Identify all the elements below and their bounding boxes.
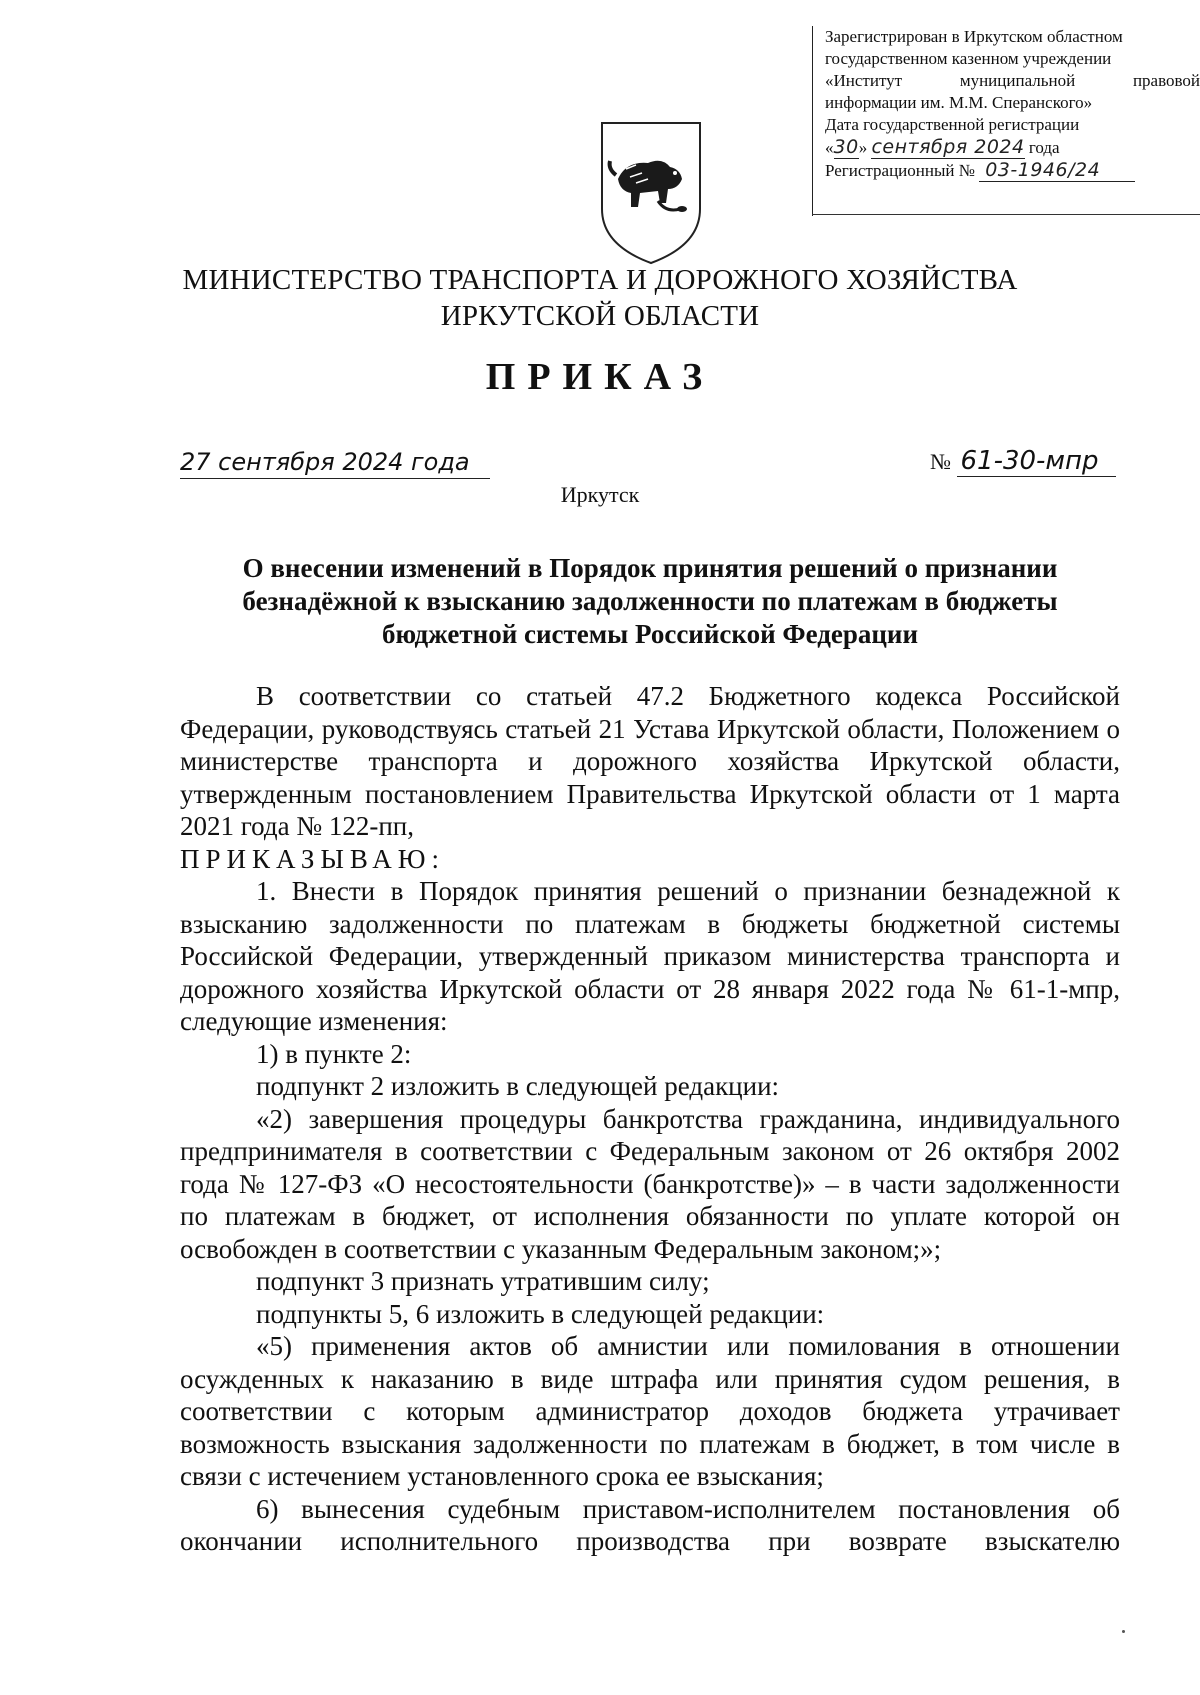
sub-item-1: 1) в пункте 2: bbox=[256, 1038, 412, 1069]
order-number-label: № bbox=[930, 449, 951, 474]
sub-item-1b: подпункт 3 признать утратившим силу; bbox=[256, 1266, 710, 1296]
stamp-date-mid: » bbox=[858, 138, 868, 157]
preamble-paragraph: В соответствии со статьей 47.2 Бюджетного кодекса Российской Федерации, руководствуясь статьей 21 Устава Иркутской области, Положением о министерстве транспорта и дорожного хозяйства Иркутской области, утвержденным постановлением Правительства Иркутской области от 1 марта 2021 года № 122-пп, bbox=[180, 681, 1120, 841]
stamp-line: Зарегистрирован в Иркутском областном bbox=[825, 27, 1123, 46]
stamp-word: «Институт bbox=[825, 71, 903, 90]
stamp-date-suffix: года bbox=[1028, 138, 1060, 157]
stamp-line: информации им. М.М. Сперанского» bbox=[825, 93, 1093, 112]
stamp-line: Дата государственной регистрации bbox=[825, 115, 1080, 134]
stamp-date-prefix: « bbox=[825, 138, 834, 157]
stamp-date-day: 30 bbox=[833, 136, 859, 158]
stamp-reg-label: Регистрационный № bbox=[825, 161, 975, 180]
stamp-reg-number: 03-1946/24 bbox=[979, 159, 1135, 182]
order-number-value: 61-30-мпр bbox=[957, 446, 1116, 477]
heading-line: безнадёжной к взысканию задолженности по платежам в бюджеты bbox=[242, 586, 1058, 616]
heading-line: бюджетной системы Российской Федерации bbox=[381, 619, 919, 649]
stamp-divider bbox=[812, 214, 1200, 215]
ministry-name-line1: МИНИСТЕРСТВО ТРАНСПОРТА И ДОРОЖНОГО ХОЗЯЙСТВА bbox=[182, 264, 1018, 296]
stamp-line bbox=[825, 70, 1200, 92]
order-word: ПРИКАЗЫВАЮ: bbox=[180, 843, 445, 874]
sub-item-1c: подпункты 5, 6 изложить в следующей редакции: bbox=[256, 1298, 825, 1329]
quote-subpoint-5: «5) применения актов об амнистии или помилования в отношении осужденных к наказанию в виде штрафа или принятия судом решения, в соответствии с которым администратор доходов бюджета утрачивает возможность взыскания задолженности по платежам в бюджет, в том числе в связи с истечением установленного срока ее взыскания; bbox=[180, 1331, 1120, 1491]
quote-subpoint-6: 6) вынесения судебным приставом-исполнителем постановления об окончании исполнительного производства при возврате взыскателю bbox=[180, 1493, 1120, 1556]
stamp-word: муниципальной bbox=[959, 71, 1076, 90]
order-number bbox=[930, 446, 1130, 477]
ministry-name-line2: ИРКУТСКОЙ ОБЛАСТИ bbox=[440, 300, 760, 332]
sub-item-1a: подпункт 2 изложить в следующей редакции: bbox=[256, 1071, 780, 1101]
stamp-reg-line bbox=[825, 159, 1200, 182]
document-heading bbox=[180, 552, 1120, 651]
scan-speck bbox=[1122, 1630, 1125, 1633]
item-1-paragraph: 1. Внести в Порядок принятия решений о признании безнадежной к взысканию задолженности по платежам в бюджеты бюджетной системы Российской Федерации, утвержденный приказом министерства транспорта и дорожного хозяйства Иркутской области от 28 января 2022 года № 61-1-мпр, следующие изменения: bbox=[180, 876, 1120, 1036]
stamp-date-line bbox=[825, 136, 1200, 159]
document-body bbox=[180, 680, 1120, 1558]
order-date: 27 сентября 2024 года bbox=[180, 448, 490, 479]
stamp-word: правовой bbox=[1132, 71, 1200, 90]
stamp-date-month: сентября 2024 bbox=[871, 136, 1025, 158]
coat-of-arms-icon bbox=[596, 117, 706, 267]
stamp-line: государственном казенном учреждении bbox=[825, 49, 1112, 68]
registration-stamp bbox=[812, 26, 1200, 216]
city: Иркутск bbox=[560, 482, 640, 507]
heading-line: О внесении изменений в Порядок принятия решений о признании bbox=[242, 553, 1058, 583]
order-title: ПРИКАЗ bbox=[485, 356, 715, 398]
quote-subpoint-2: «2) завершения процедуры банкротства гражданина, индивидуального предпринимателя в соответствии с Федеральным законом от 26 октября 2002 года № 127-ФЗ «О несостоятельности (банкротстве)» – в части задолженности по платежам в бюджет, от исполнения обязанности по уплате которой он освобожден в соответствии с указанным Федеральным законом;»; bbox=[180, 1103, 1120, 1264]
